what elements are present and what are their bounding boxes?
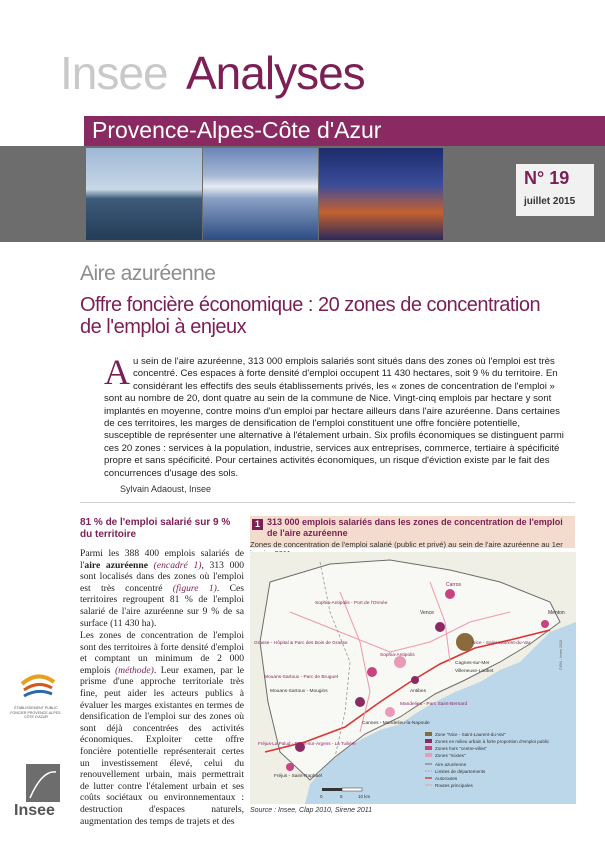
intro-text: u sein de l'aire azuréenne, 313 000 emplois salariés sont situés dans des zones où l'emploi est très concentré. Ces espaces à forte densité d'emploi occupent 11 430 hectares, soit 9 % du territoire. En considérant les effectifs des seuls établissements privés, les « zones de concentration de l'emploi » sont au nombre de 20, dont quatre au sein de la commune de Nice. Vingt-cinq emplois par hectare y sont implantés en moyenne, contre moins d'un emploi par hectare ailleurs dans l'aire azuréenne. Dans certaines de ces territoires, les marges de densification de l'emploi constituent une offre foncière potentielle, susceptible de représenter une alternative à l'étalement urbain. Six profils économiques se distinguent parmi ces 20 zones : services à la population, industrie, services aux entreprises, commerce, tertiaire à spécificité propre et sans spécificité. Pour certaines activités économiques, un risque d'éviction existe par le fait des concurrences d'usage des sols. [104, 356, 564, 479]
map-label: Mandelieu - Parc Saint-Bernard [400, 702, 468, 707]
zone-marker [367, 667, 377, 677]
map-label: Villeneuve-Loubet [455, 669, 494, 674]
map-label: Fréjus - Saint-Raphaël [274, 774, 322, 779]
harbour-photo [86, 148, 202, 240]
legend-label: Limites de départements [435, 769, 486, 774]
legend-label: Zone "Nice - Saint-Laurent-du-Var" [435, 732, 506, 737]
map-label: Sophia-Antipolis - Port de l'Ormée [315, 601, 388, 606]
legend-swatch [425, 746, 432, 750]
map-label: Mouans-Sartoux - Parc de Bruguet [264, 675, 339, 680]
map-label: Nice - Saint-Laurent-du-Var [472, 641, 531, 646]
map-svg [250, 552, 576, 804]
zone-marker [445, 589, 455, 599]
figure-source: Source : Insee, Clap 2010, Sirene 2011 [250, 807, 373, 814]
article-title: Offre foncière économique : 20 zones de concentration de l'emploi à enjeux [80, 294, 541, 338]
map-legend [425, 732, 550, 788]
legend-label: Zones hors "centre-villes" [435, 746, 488, 751]
article-kicker: Aire azuréenne [80, 262, 216, 285]
industry-photo [319, 148, 443, 240]
scale-bar [320, 788, 371, 799]
issue-number: N° 19 [524, 168, 570, 188]
figure-title: 313 000 emplois salariés dans les zones de concentration de l'emploi de l'aire azuréenne [267, 517, 563, 538]
brand-analyses: Analyses [186, 47, 365, 99]
map-label: Fréjus-La Palud - Puget-sur-Argens - La Tuilière [258, 741, 356, 746]
map [250, 552, 576, 804]
zone-marker [411, 676, 419, 684]
map-copyright: ©IGN - Insee 2015 [559, 639, 563, 670]
map-label: Mouans-Sartoux - Mougins [270, 689, 328, 694]
body-paragraph-1: Parmi les 388 400 emplois salariés de l'aire azuréenne (encadré 1), 313 000 sont localisés dans des zones où l'emploi est très concentré (figure 1). Ces territoires regroupent 81 % de l'emploi salarié de l'aire azuréenne sur 9 % de sa surface (11 430 ha). [80, 548, 244, 629]
brand-insee: Insee [60, 47, 168, 99]
legend-label: Zones "mixtes" [435, 753, 466, 758]
figure-number: 1 [252, 519, 263, 530]
insee-logo [26, 764, 60, 802]
insee-logo-mark [26, 764, 60, 802]
zone-marker [385, 707, 395, 717]
insee-wordmark: Insee [14, 802, 55, 819]
map-label: Antibes [410, 689, 426, 694]
divider [80, 502, 575, 503]
scale-label: 10 km [358, 794, 371, 799]
body-paragraph-2: Les zones de concentration de l'emploi sont des territoires à forte densité d'emploi et comptant un minimum de 2 000 emplois (méthode). Leur examen, par le prisme d'une approche territoriale très fine, peut aider les acteurs publics à évaluer les marges existantes en termes de densification de l'emploi sur des zones où sont déjà concentrées des activités économiques. Exploiter cette offre foncière potentielle représenterait certes un investissement élevé, celui du renouvellement urbain, mais permettrait de lutter contre l'étalement urbain et ses coûts sociétaux ou environnementaux : destruction d'espaces naturels, augmentation des temps de trajets et des [80, 630, 244, 827]
figure-subtitle: Zones de concentration de l'emploi salarié (public et privé) au sein de l'aire azuréenne au 1er [250, 540, 563, 549]
coast-photo [203, 148, 318, 240]
author: Sylvain Adaoust, Insee [120, 484, 212, 494]
zone-marker [541, 620, 549, 628]
legend-label: Zones en milieu urbain à forte proportion d'emploi public [435, 739, 550, 744]
region-title: Provence-Alpes-Côte d'Azur [92, 117, 382, 143]
legend-label: Aire azuréenne [435, 762, 467, 767]
legend-label: Routes principales [435, 783, 473, 788]
section-heading: 81 % de l'emploi salarié sur 9 % du territoire [80, 517, 231, 540]
drop-cap: A [104, 352, 130, 392]
zone-marker [286, 763, 294, 771]
issue-date: juillet 2015 [524, 196, 576, 207]
map-label: Grasse - Hôpital & Parc des Bois de Grasse [254, 641, 348, 646]
map-label: Sophia-Antipolis [380, 653, 415, 658]
scale-label: 0 [320, 794, 323, 799]
scale-label: 5 [340, 794, 343, 799]
legend-swatch [425, 732, 432, 736]
map-label: Vence [420, 610, 434, 616]
map-label: Carros [446, 582, 462, 588]
map-label: Cannes - Mandelieu-la-Napoule [362, 721, 430, 726]
zone-marker [435, 622, 445, 632]
legend-swatch [425, 739, 432, 743]
map-label: Cagnes-sur-Mer [455, 661, 490, 666]
epf-logo [18, 670, 58, 700]
legend-label: Autoroutes [435, 776, 458, 781]
legend-swatch [425, 753, 432, 757]
zone-marker [355, 697, 365, 707]
intro-paragraph [104, 352, 564, 480]
epf-logo-text: ÉTABLISSEMENT PUBLIC FONCIER PROVENCE-ALPES-CÔTE D'AZUR [10, 706, 62, 720]
map-label: Menton [548, 610, 565, 616]
